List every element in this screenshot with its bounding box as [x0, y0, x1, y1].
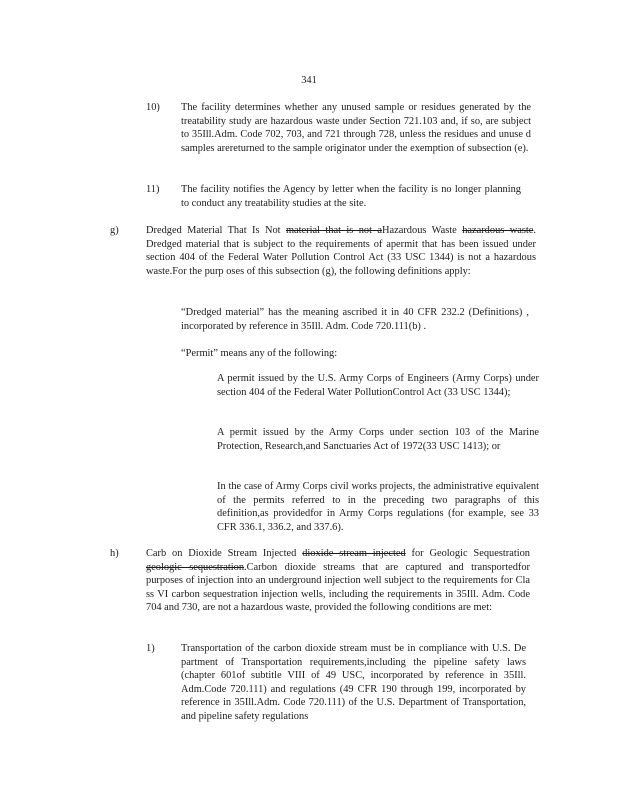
item-11-text: The facility notifies the Agency by letter when the facility is no longer planning to conduct any treatability studies at the site.	[181, 184, 521, 209]
section-h-paragraph	[146, 547, 530, 615]
section-h-label: h)	[110, 548, 119, 559]
section-g-paragraph	[146, 224, 536, 278]
section-h-text-b: for Geologic Sequestration	[405, 548, 530, 559]
item-10-text: The facility determines whether any unused sample or residues generated by the treatability study are hazardous waste under Section 721.103 and, if so, are subject to 35Ill.Adm. Code 702, 703, and 721 through 728, unless the residues and unuse d samples arereturned to the sample originator under the exemption of subsection (e).	[181, 102, 531, 154]
section-g-label: g)	[110, 225, 119, 236]
section-h-text-c: .Carbon dioxide streams that are captured and transportedfor purposes of injection into an underground injection well subject to the requirements for Cla ss VI carbon sequestration injection wells, including the requirements in 35Ill. Adm. Code 704 and 730, are not a hazardous waste, provided the following conditions are met:	[146, 561, 530, 614]
page-number: 341	[301, 75, 317, 86]
permit-option-2: A permit issued by the Army Corps under section 103 of the Marine Protection, Research,and Sanctuaries Act of 1972(33 USC 1413); or	[217, 427, 539, 452]
section-g-deleted-text-a: material that is not a	[285, 225, 382, 236]
definition-dredged-material: “Dredged material” has the meaning ascribed it in 40 CFR 232.2 (Definitions) , incorporated by reference in 35Ill. Adm. Code 720.111(b) .	[181, 307, 529, 332]
section-g-text-b: Hazardous Waste	[382, 225, 463, 236]
section-g-text-a: Dredged Material That Is Not	[146, 225, 286, 236]
item-10-label: 10)	[146, 102, 160, 113]
section-h-item-1-label: 1)	[146, 643, 155, 654]
section-h-text-a: Carb on Dioxide Stream Injected	[146, 548, 303, 559]
definition-permit: “Permit” means any of the following:	[181, 348, 338, 359]
section-h-deleted-text-a: dioxide stream injected	[302, 548, 406, 559]
section-g-text-c: . Dredged material that is subject to the requirements of apermit that has been issued under section 404 of the Federal Water Pollution Control Act (33 USC 1344) is not a hazardous waste.For the purp oses of this subsection (g), the following definitions apply:	[146, 225, 536, 277]
section-h-deleted-text-b: geologic sequestration	[146, 561, 245, 573]
permit-option-1: A permit issued by the U.S. Army Corps of Engineers (Army Corps) under section 404 of the Federal Water PollutionControl Act (33 USC 1344);	[217, 373, 539, 398]
permit-option-3: In the case of Army Corps civil works projects, the administrative equivalent of the permits referred to in the preceding two paragraphs of this definition,as providedfor in Army Corps regulations (for example, see 33 CFR 336.1, 336.2, and 337.6).	[217, 481, 539, 533]
section-g-deleted-text-b: hazardous waste	[462, 225, 534, 236]
section-h-item-1-text: Transportation of the carbon dioxide stream must be in compliance with U.S. De partment of Transportation requirements,including the pipeline safety laws (chapter 601of subtitle VIII of 49 USC, incorporated by reference in 35Ill. Adm.Code 720.111) and regulations (49 CFR 190 through 199, incorporated by reference in 35Ill.Adm. Code 720.111) of the U.S. Department of Transportation, and pipeline safety regulations	[181, 643, 526, 722]
item-11-label: 11)	[146, 184, 160, 195]
